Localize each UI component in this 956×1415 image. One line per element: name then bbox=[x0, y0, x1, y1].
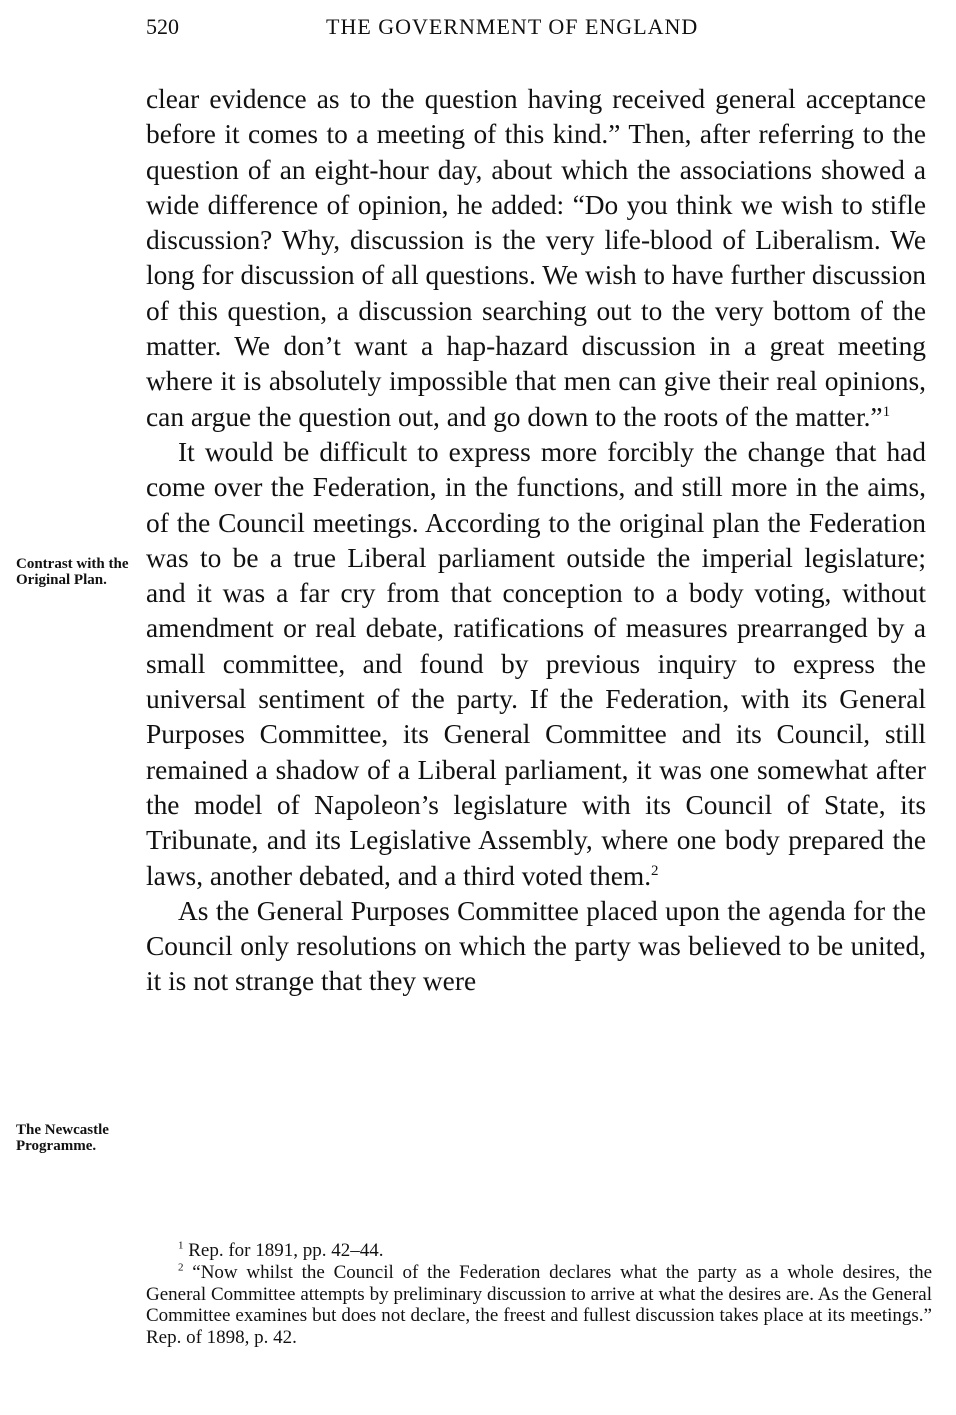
sidenote-contrast: Contrast with the Original Plan. bbox=[16, 556, 129, 588]
footnote-2 bbox=[146, 1262, 932, 1349]
footnote-1 bbox=[146, 1240, 932, 1262]
footnote-1-mark: 1 bbox=[178, 1239, 184, 1252]
footnote-2-mark: 2 bbox=[178, 1261, 184, 1274]
paragraph-1-text: clear evidence as to the question having received general acceptance before it comes to a meeting of this kind.” Then, after referring to the question of an eight-hour day, about which the associations showed a wide difference of opinion, he added: “Do you think we wish to stifle discussion? Why, discussion is the very life-blood of Liberalism. We long for discussion of all questions. We wish to have further discussion of this question, a discussion searching out to the very bottom of the matter. We don’t want a hap-hazard discussion in a great meeting where it is absolutely impossible that men can give their real opinions, can argue the question out, and go down to the roots of the matter.” bbox=[146, 84, 926, 432]
body-text bbox=[146, 82, 926, 1000]
page-header bbox=[146, 14, 926, 48]
footnote-ref-1: 1 bbox=[882, 403, 891, 420]
paragraph-3-text: As the General Purposes Committee placed upon the agenda for the Council only resolutions on which the party was believed to be united, it is not strange that they were bbox=[146, 895, 926, 997]
footnote-1-text: Rep. for 1891, pp. 42–44. bbox=[188, 1240, 384, 1261]
page-number: 520 bbox=[146, 14, 179, 39]
paragraph-3 bbox=[146, 894, 926, 1000]
paragraph-2-text: It would be difficult to express more forcibly the change that had come over the Federation, in the functions, and still more in the aims, of the Council meetings. According to the original plan the Federation was to be a true Liberal parliament outside the imperial legislature; and it was a far cry from that conception to a body voting, without amendment or real debate, ratifications of measures prearranged by a small committee, and found by previous inquiry to express the universal sentiment of the party. If the Federation, with its General Purposes Committee, its General Committee and its Council, still remained a shadow of a Liberal parliament, it was one somewhat after the model of Napoleon’s legislature with its Council of State, its Tribunate, and its Legislative Assembly, where one body prepared the laws, another debated, and a third voted them. bbox=[146, 436, 926, 891]
footnotes bbox=[146, 1240, 932, 1349]
footnote-2-text: “Now whilst the Council of the Federation declares what the party as a whole desires, the General Committee attempts by preliminary discussion to arrive at what the desires are. As the General Committee examines but does not declare, the freest and fullest discussion takes place at its meetings.” Rep. of 1898, p. 42. bbox=[146, 1261, 933, 1349]
sidenote-newcastle: The Newcastle Programme. bbox=[16, 1122, 109, 1154]
running-title: THE GOVERNMENT OF ENGLAND bbox=[326, 14, 699, 39]
paragraph-1 bbox=[146, 82, 926, 435]
footnote-ref-2: 2 bbox=[651, 862, 659, 879]
paragraph-2 bbox=[146, 435, 926, 894]
